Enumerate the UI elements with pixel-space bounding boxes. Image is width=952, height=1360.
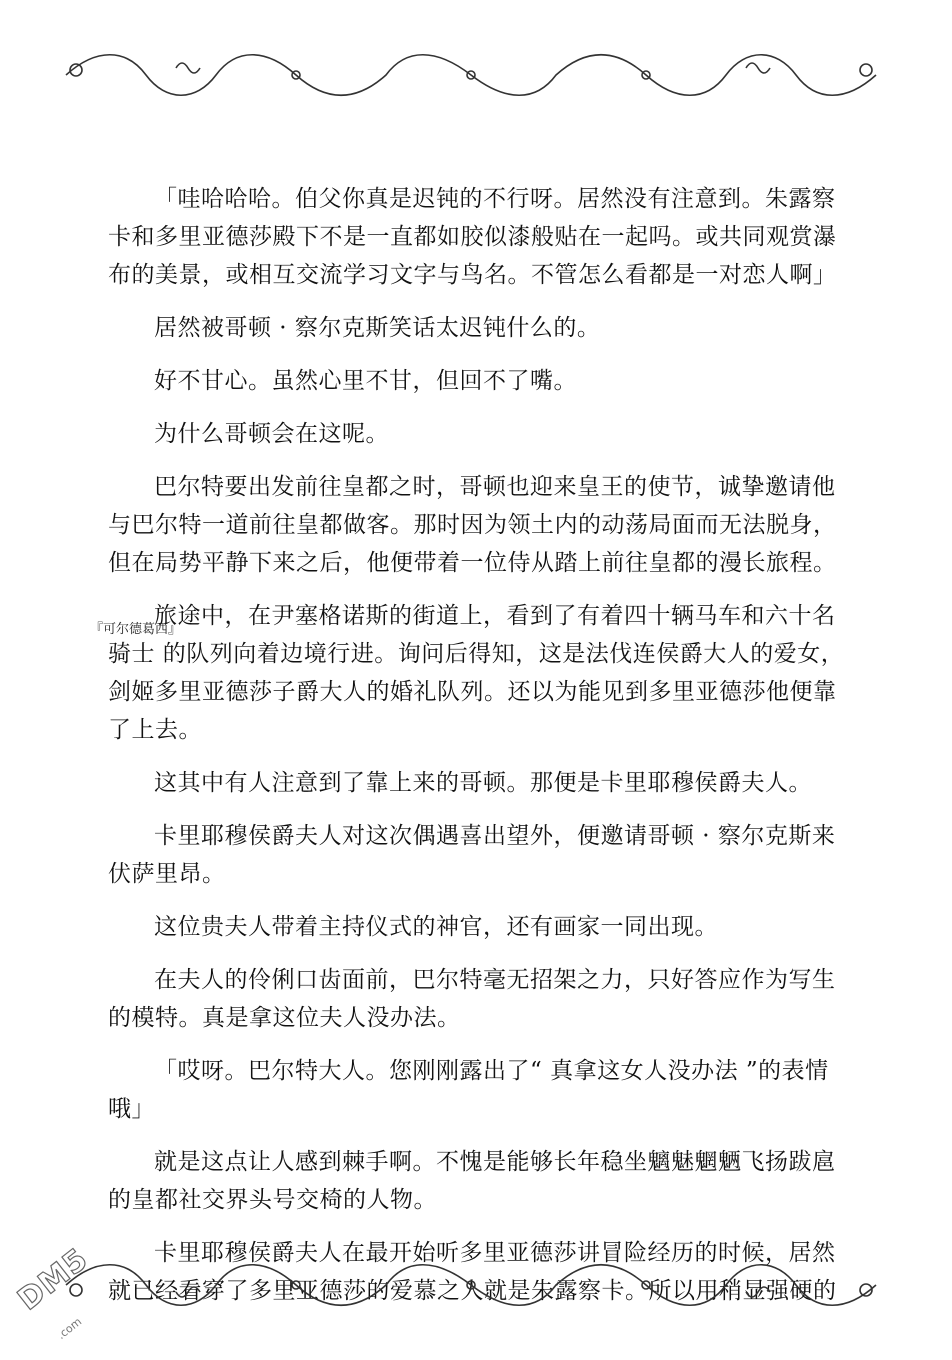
paragraph: 居然被哥顿 · 察尔克斯笑话太迟钝什么的。 [154, 315, 601, 341]
paragraph: 「哎呀。巴尔特大人。您刚刚露出了“ 真拿这女人没办法 ”的表情哦」 [108, 1058, 829, 1122]
margin-note: 『可尔德葛西』 [90, 622, 182, 637]
top-scroll-border [56, 48, 886, 102]
paragraph: 这位贵夫人带着主持仪式的神官，还有画家一同出现。 [154, 914, 718, 940]
bottom-scroll-border [56, 1258, 886, 1312]
paragraph: 卡里耶穆侯爵夫人对这次偶遇喜出望外，便邀请哥顿 · 察尔克斯来伏萨里昂。 [108, 823, 836, 887]
paragraph: 「哇哈哈哈。伯父你真是迟钝的不行呀。居然没有注意到。朱露察卡和多里亚德莎殿下不是一直都如胶似漆般贴在一起吗。或共同观赏瀑布的美景，或相互交流学习文字与鸟名。不管怎么看都是一对恋人啊」 [108, 186, 837, 288]
body-text [108, 180, 848, 1325]
paragraph: 旅途中，在尹塞格诺斯的街道上，看到了有着四十辆马车和六十名骑士 的队列向着边境行进。询问后得知，这是法伐连侯爵大人的爱女，剑姬多里亚德莎子爵大人的婚礼队列。还以为能见到多里亚德莎他便靠了上去。 [108, 603, 845, 743]
dm5-watermark: DM5 [11, 1241, 96, 1318]
paragraph: 卡里耶穆侯爵夫人在最开始听多里亚德莎讲冒险经历的时候，居然就已经看穿了多里亚德莎的爱慕之人就是朱露察卡。所以用稍显强硬的 [108, 1240, 837, 1304]
paragraph: 在夫人的伶俐口齿面前，巴尔特毫无招架之力，只好答应作为写生的模特。真是拿这位夫人没办法。 [108, 967, 836, 1031]
paragraph: 好不甘心。虽然心里不甘，但回不了嘴。 [154, 368, 577, 394]
dm5-watermark-domain: .com [54, 1315, 85, 1342]
paragraph: 这其中有人注意到了靠上来的哥顿。那便是卡里耶穆侯爵夫人。 [154, 770, 812, 796]
paragraph: 为什么哥顿会在这呢。 [154, 421, 389, 447]
paragraph: 就是这点让人感到棘手啊。不愧是能够长年稳坐魑魅魍魉飞扬跋扈的皇都社交界头号交椅的人物。 [108, 1149, 836, 1213]
paragraph: 巴尔特要出发前往皇都之时，哥顿也迎来皇王的使节，诚挚邀请他与巴尔特一道前往皇都做客。那时因为领土内的动荡局面而无法脱身，但在局势平静下来之后，他便带着一位侍从踏上前往皇都的漫长旅程。 [108, 474, 837, 576]
